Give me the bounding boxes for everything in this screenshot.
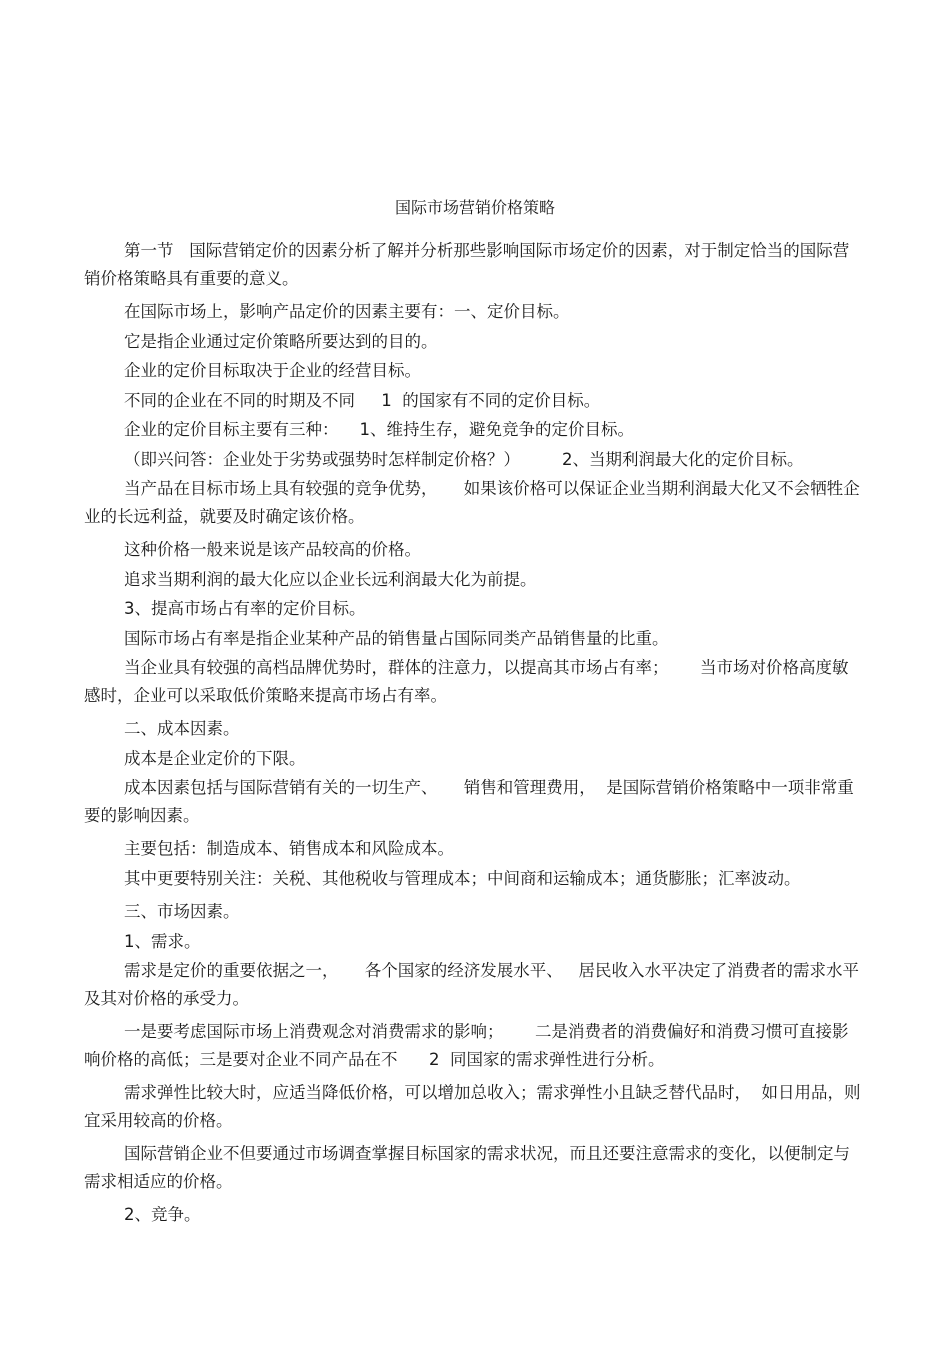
paragraph: 主要包括：制造成本、销售成本和风险成本。 [124,839,454,858]
paragraph: 当企业具有较强的高档品牌优势时，群体的注意力，以提高其市场占有率； 当市场对价格高度敏感时，企业可以采取低价策略来提高市场占有率。 [84,658,849,705]
paragraph: 企业的定价目标取决于企业的经营目标。 [124,361,421,380]
paragraph: 当产品在目标市场上具有较强的竞争优势， 如果该价格可以保证企业当期利润最大化又不会牺牲企业的长远利益，就要及时确定该价格。 [84,479,860,526]
paragraph: 1、需求。 [124,931,201,951]
paragraph: 需求弹性比较大时，应适当降低价格，可以增加总收入；需求弹性小且缺乏替代品时， 如日用品，则宜采用较高的价格。 [84,1083,861,1130]
paragraph: 国际营销企业不但要通过市场调查掌握目标国家的需求状况，而且还要注意需求的变化，以便制定与需求相适应的价格。 [84,1144,850,1191]
paragraph: 三、市场因素。 [124,902,240,921]
paragraph: 成本因素包括与国际营销有关的一切生产、 销售和管理费用， 是国际营销价格策略中一项非常重要的影响因素。 [84,778,854,825]
paragraph: 2、竞争。 [124,1205,201,1224]
paragraph: 国际市场占有率是指企业某种产品的销售量占国际同类产品销售量的比重。 [124,628,669,648]
paragraph: （即兴问答：企业处于劣势或强势时怎样制定价格？） 2、当期利润最大化的定价目标。 [124,449,804,469]
paragraph: 成本是企业定价的下限。 [124,748,306,768]
paragraph: 追求当期利润的最大化应以企业长远利润最大化为前提。 [124,569,537,589]
paragraph: 它是指企业通过定价策略所要达到的目的。 [124,331,438,351]
paragraph: 二、成本因素。 [124,719,240,738]
paragraph: 其中更要特别关注：关税、其他税收与管理成本；中间商和运输成本；通货膨胀；汇率波动。 [124,868,801,888]
paragraph: 第一节 国际营销定价的因素分析了解并分析那些影响国际市场定价的因素，对于制定恰当的国际营销价格策略具有重要的意义。 [84,241,850,288]
paragraph: 在国际市场上，影响产品定价的因素主要有：一、定价目标。 [124,302,570,321]
paragraph: 需求是定价的重要依据之一， 各个国家的经济发展水平、 居民收入水平决定了消费者的需求水平及其对价格的承受力。 [84,961,859,1008]
document-body [84,237,864,1231]
paragraph: 一是要考虑国际市场上消费观念对消费需求的影响； 二是消费者的消费偏好和消费习惯可直接影响价格的高低；三是要对企业不同产品在不 2 同国家的需求弹性进行分析。 [84,1022,849,1069]
paragraph: 3、提高市场占有率的定价目标。 [124,599,366,618]
paragraph: 不同的企业在不同的时期及不同 1 的国家有不同的定价目标。 [124,390,601,410]
document-title: 国际市场营销价格策略 [394,198,555,217]
paragraph: 这种价格一般来说是该产品较高的价格。 [124,540,421,559]
paragraph: 企业的定价目标主要有三种： 1、维持生存，避免竞争的定价目标。 [124,420,634,439]
